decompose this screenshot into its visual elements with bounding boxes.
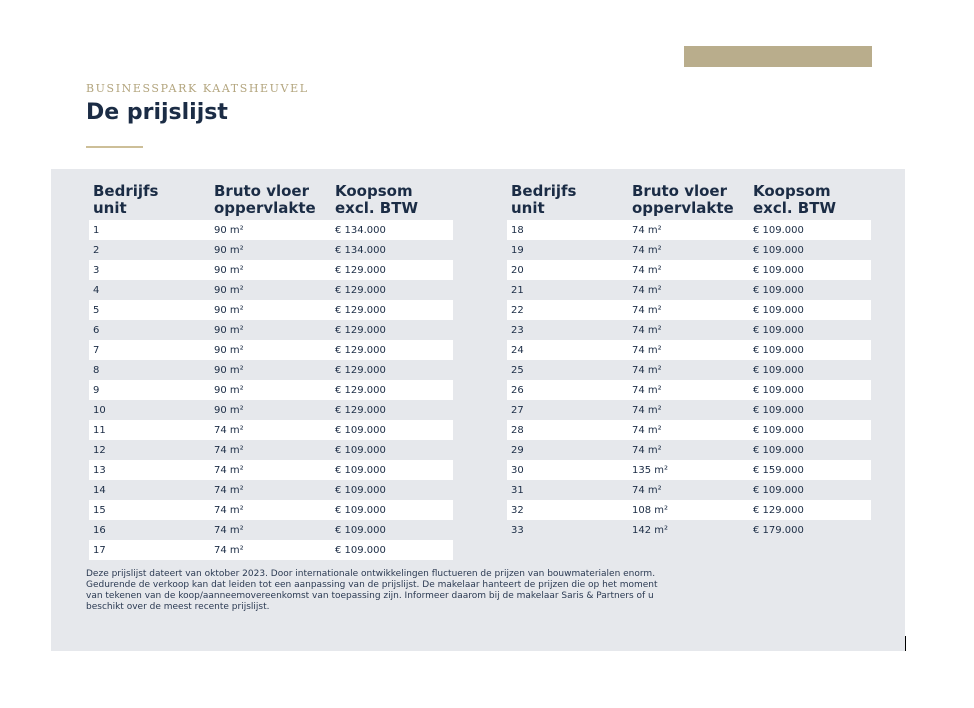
price-cell: € 109.000: [753, 404, 804, 416]
unit-cell: 25: [511, 364, 524, 376]
table-body-left: [89, 220, 453, 560]
footnote-line: van tekenen van de koop/aanneemovereenkomst van toepassing zijn. Informeer daarom bij de makelaar Saris & Partners of u: [86, 591, 654, 601]
price-cell: € 109.000: [335, 504, 386, 516]
page-title: De prijslijst: [86, 100, 228, 125]
price-cell: € 109.000: [753, 444, 804, 456]
panel-edge-mark: [905, 636, 906, 651]
area-cell: 74 m²: [632, 344, 662, 356]
unit-cell: 1: [93, 224, 100, 236]
unit-cell: 32: [511, 504, 524, 516]
table-row: [507, 240, 871, 260]
unit-cell: 19: [511, 244, 524, 256]
price-cell: € 129.000: [335, 324, 386, 336]
unit-cell: 17: [93, 544, 106, 556]
area-cell: 74 m²: [632, 404, 662, 416]
price-cell: € 134.000: [335, 224, 386, 236]
area-cell: 74 m²: [632, 264, 662, 276]
price-cell: € 129.000: [335, 364, 386, 376]
table-header: [507, 183, 871, 220]
unit-cell: 24: [511, 344, 524, 356]
area-cell: 135 m²: [632, 464, 669, 476]
price-cell: € 129.000: [753, 504, 804, 516]
table-row: [507, 500, 871, 520]
unit-cell: 7: [93, 344, 100, 356]
price-cell: € 129.000: [335, 404, 386, 416]
price-cell: € 109.000: [335, 444, 386, 456]
table-row: [507, 260, 871, 280]
price-cell: € 129.000: [335, 284, 386, 296]
price-cell: € 109.000: [753, 384, 804, 396]
price-cell: € 129.000: [335, 384, 386, 396]
price-cell: € 109.000: [753, 264, 804, 276]
unit-cell: 27: [511, 404, 524, 416]
table-row: [507, 220, 871, 240]
table-row: [89, 480, 453, 500]
table-row: [89, 540, 453, 560]
area-cell: 90 m²: [214, 404, 244, 416]
unit-cell: 22: [511, 304, 524, 316]
table-row: [507, 460, 871, 480]
area-cell: 142 m²: [632, 524, 669, 536]
unit-cell: 13: [93, 464, 106, 476]
price-list-panel: [51, 169, 905, 651]
table-row: [89, 520, 453, 540]
price-cell: € 109.000: [335, 484, 386, 496]
unit-cell: 28: [511, 424, 524, 436]
unit-cell: 5: [93, 304, 100, 316]
area-cell: 74 m²: [632, 224, 662, 236]
price-cell: € 109.000: [753, 224, 804, 236]
area-cell: 74 m²: [214, 504, 244, 516]
footnote-line: Gedurende de verkoop kan dat leiden tot een aanpassing van de prijslijst. De makelaar hanteert de prijzen die op het moment: [86, 580, 658, 590]
price-cell: € 109.000: [335, 524, 386, 536]
area-cell: 74 m²: [214, 484, 244, 496]
price-cell: € 109.000: [753, 284, 804, 296]
area-cell: 90 m²: [214, 224, 244, 236]
area-cell: 74 m²: [632, 324, 662, 336]
area-cell: 74 m²: [214, 524, 244, 536]
area-cell: 74 m²: [632, 244, 662, 256]
table-row: [507, 400, 871, 420]
header-price: Koopsom excl. BTW: [335, 182, 419, 217]
price-cell: € 109.000: [335, 544, 386, 556]
header-price: Koopsom excl. BTW: [753, 182, 837, 217]
header-unit: Bedrijfs unit: [511, 182, 577, 217]
unit-cell: 8: [93, 364, 100, 376]
unit-cell: 3: [93, 264, 100, 276]
header-area: Bruto vloer oppervlakte: [214, 182, 316, 217]
price-cell: € 109.000: [753, 484, 804, 496]
price-cell: € 109.000: [335, 424, 386, 436]
price-cell: € 109.000: [753, 244, 804, 256]
price-cell: € 109.000: [753, 324, 804, 336]
unit-cell: 15: [93, 504, 106, 516]
table-row: [89, 260, 453, 280]
table-row: [507, 280, 871, 300]
area-cell: 74 m²: [632, 444, 662, 456]
accent-bar: [684, 46, 872, 67]
area-cell: 74 m²: [214, 424, 244, 436]
price-cell: € 109.000: [335, 464, 386, 476]
unit-cell: 4: [93, 284, 100, 296]
table-row: [89, 300, 453, 320]
table-row: [507, 520, 871, 540]
table-row: [507, 340, 871, 360]
area-cell: 74 m²: [632, 484, 662, 496]
area-cell: 90 m²: [214, 324, 244, 336]
table-body-right: [507, 220, 871, 540]
price-cell: € 129.000: [335, 264, 386, 276]
footnote-line: Deze prijslijst dateert van oktober 2023. Door internationale ontwikkelingen fluctueren de prijzen van bouwmaterialen enorm.: [86, 569, 656, 579]
table-row: [89, 220, 453, 240]
table-row: [89, 420, 453, 440]
unit-cell: 6: [93, 324, 100, 336]
unit-cell: 10: [93, 404, 106, 416]
area-cell: 90 m²: [214, 264, 244, 276]
unit-cell: 9: [93, 384, 100, 396]
unit-cell: 31: [511, 484, 524, 496]
price-cell: € 129.000: [335, 304, 386, 316]
area-cell: 74 m²: [214, 544, 244, 556]
title-underline: [86, 146, 143, 148]
table-row: [89, 360, 453, 380]
area-cell: 74 m²: [632, 304, 662, 316]
table-row: [507, 380, 871, 400]
area-cell: 90 m²: [214, 304, 244, 316]
table-row: [89, 280, 453, 300]
table-row: [507, 300, 871, 320]
unit-cell: 14: [93, 484, 106, 496]
project-kicker: BUSINESSPARK KAATSHEUVEL: [86, 82, 309, 95]
table-row: [507, 440, 871, 460]
area-cell: 90 m²: [214, 384, 244, 396]
unit-cell: 11: [93, 424, 106, 436]
unit-cell: 18: [511, 224, 524, 236]
price-cell: € 109.000: [753, 424, 804, 436]
area-cell: 90 m²: [214, 244, 244, 256]
unit-cell: 16: [93, 524, 106, 536]
area-cell: 90 m²: [214, 344, 244, 356]
unit-cell: 30: [511, 464, 524, 476]
header-unit: Bedrijfs unit: [93, 182, 159, 217]
price-cell: € 109.000: [753, 364, 804, 376]
area-cell: 74 m²: [632, 364, 662, 376]
area-cell: 74 m²: [632, 284, 662, 296]
price-cell: € 109.000: [753, 344, 804, 356]
price-cell: € 109.000: [753, 304, 804, 316]
area-cell: 74 m²: [632, 384, 662, 396]
unit-cell: 26: [511, 384, 524, 396]
unit-cell: 23: [511, 324, 524, 336]
unit-cell: 12: [93, 444, 106, 456]
area-cell: 90 m²: [214, 284, 244, 296]
table-row: [89, 400, 453, 420]
footnote-line: beschikt over de meest recente prijslijst.: [86, 602, 270, 612]
table-row: [507, 420, 871, 440]
table-row: [507, 320, 871, 340]
table-row: [89, 320, 453, 340]
table-row: [89, 340, 453, 360]
unit-cell: 29: [511, 444, 524, 456]
table-header: [89, 183, 453, 220]
table-row: [507, 360, 871, 380]
unit-cell: 21: [511, 284, 524, 296]
header-area: Bruto vloer oppervlakte: [632, 182, 734, 217]
table-row: [89, 500, 453, 520]
area-cell: 74 m²: [632, 424, 662, 436]
price-cell: € 179.000: [753, 524, 804, 536]
price-table-right: [507, 183, 871, 540]
unit-cell: 2: [93, 244, 100, 256]
table-row: [89, 460, 453, 480]
table-row: [89, 380, 453, 400]
area-cell: 74 m²: [214, 444, 244, 456]
price-cell: € 159.000: [753, 464, 804, 476]
area-cell: 108 m²: [632, 504, 669, 516]
price-cell: € 134.000: [335, 244, 386, 256]
table-row: [89, 440, 453, 460]
footnote: [86, 569, 706, 613]
area-cell: 90 m²: [214, 364, 244, 376]
table-row: [507, 480, 871, 500]
unit-cell: 33: [511, 524, 524, 536]
table-row: [89, 240, 453, 260]
area-cell: 74 m²: [214, 464, 244, 476]
price-cell: € 129.000: [335, 344, 386, 356]
unit-cell: 20: [511, 264, 524, 276]
price-table-left: [89, 183, 453, 560]
